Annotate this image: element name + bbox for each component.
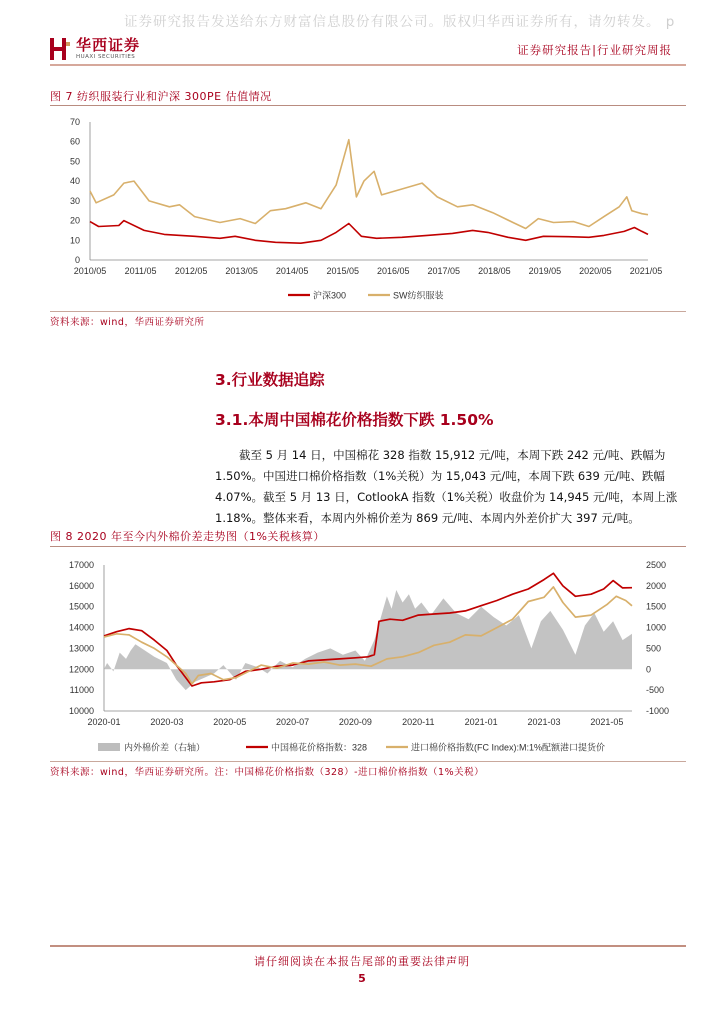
header-divider bbox=[50, 64, 686, 66]
left-tick-label: 10000 bbox=[68, 706, 94, 716]
figure8-chart bbox=[50, 546, 686, 761]
x-tick-label: 2017/05 bbox=[427, 266, 461, 276]
legend-label: 沪深300 bbox=[313, 290, 347, 301]
y-tick-label: 30 bbox=[69, 195, 80, 206]
x-tick-label: 2020-11 bbox=[402, 717, 435, 727]
x-tick-label: 2011/05 bbox=[124, 266, 157, 276]
right-tick-label: 500 bbox=[646, 643, 662, 654]
left-tick-label: 13000 bbox=[68, 643, 94, 654]
y-tick-label: 20 bbox=[69, 215, 80, 226]
x-tick-label: 2010/05 bbox=[73, 266, 107, 276]
figure8-bottom-rule bbox=[50, 761, 686, 762]
figure7-title: 图 7 纺织服装行业和沪深 300PE 估值情况 bbox=[50, 90, 272, 103]
x-tick-label: 2020-03 bbox=[150, 717, 184, 727]
y-tick-label: 70 bbox=[69, 117, 80, 127]
left-tick-label: 17000 bbox=[68, 560, 94, 570]
subsection-heading: 3.1.本周中国棉花价格指数下跌 1.50% bbox=[215, 411, 494, 429]
x-tick-label: 2020-01 bbox=[87, 717, 121, 727]
figure8-title: 图 8 2020 年至今内外棉价差走势图（1%关税核算） bbox=[50, 530, 325, 543]
paragraph-line: 1.50%。中国进口棉价格指数（1%关税）为 15,043 元/吨，本周下跌 639 元/吨、跌幅 bbox=[215, 469, 665, 483]
left-tick-label: 14000 bbox=[68, 622, 94, 633]
figure8-source: 资料来源：wind，华西证券研究所。注：中国棉花价格指数（328）-进口棉价格指数（1%关税） bbox=[50, 767, 485, 778]
x-tick-label: 2012/05 bbox=[174, 266, 208, 276]
paragraph-line: 截至 5 月 14 日，中国棉花 328 指数 15,912 元/吨，本周下跌 242 元/吨、跌幅为 bbox=[239, 448, 666, 462]
legend-swatch bbox=[98, 743, 120, 751]
x-tick-label: 2021/05 bbox=[629, 266, 663, 276]
section-paragraph bbox=[215, 445, 685, 529]
series-line-sw-textile bbox=[90, 140, 648, 229]
logo-chinese: 华西证券 bbox=[76, 36, 141, 54]
left-tick-label: 11000 bbox=[69, 685, 94, 696]
figure7-bottom-rule bbox=[50, 311, 686, 312]
left-tick-label: 15000 bbox=[68, 601, 94, 612]
right-tick-label: 0 bbox=[646, 664, 652, 675]
right-tick-label: 1000 bbox=[646, 622, 667, 633]
section-heading: 3.行业数据追踪 bbox=[215, 371, 325, 389]
right-tick-label: -500 bbox=[646, 685, 665, 696]
x-tick-label: 2019/05 bbox=[528, 266, 562, 276]
legend-label: 中国棉花价格指数：328 bbox=[271, 742, 368, 753]
right-tick-label: -1000 bbox=[646, 706, 670, 716]
right-tick-label: 2500 bbox=[646, 560, 667, 570]
x-tick-label: 2020/05 bbox=[579, 266, 612, 276]
x-tick-label: 2020-05 bbox=[213, 717, 247, 727]
page-number: 5 bbox=[358, 972, 366, 985]
legend-label: 进口棉价格指数(FC Index):M:1%配额港口提货价 bbox=[411, 742, 606, 753]
report-type-label: 证券研究报告|行业研究周报 bbox=[517, 43, 672, 57]
series-line-hs300 bbox=[90, 221, 648, 244]
legal-notice: 请仔细阅读在本报告尾部的重要法律声明 bbox=[254, 955, 470, 968]
x-tick-label: 2020-09 bbox=[338, 717, 372, 727]
figure7-source: 资料来源：wind，华西证券研究所 bbox=[50, 317, 205, 328]
x-tick-label: 2016/05 bbox=[376, 266, 410, 276]
paragraph-line: 1.18%。整体来看，本周内外棉价差为 869 元/吨、本周内外差价扩大 397 元/吨。 bbox=[215, 511, 640, 525]
company-logo bbox=[50, 36, 140, 62]
x-tick-label: 2021-01 bbox=[464, 717, 498, 727]
footer-divider bbox=[50, 945, 686, 947]
x-tick-label: 2018/05 bbox=[478, 266, 511, 276]
left-tick-label: 12000 bbox=[68, 664, 94, 675]
figure7-chart bbox=[50, 105, 686, 311]
y-tick-label: 10 bbox=[69, 235, 80, 246]
x-tick-label: 2021-05 bbox=[590, 717, 624, 727]
left-tick-label: 16000 bbox=[68, 580, 94, 591]
y-tick-label: 40 bbox=[69, 176, 80, 187]
y-tick-label: 60 bbox=[69, 136, 80, 147]
y-tick-label: 50 bbox=[69, 156, 80, 167]
paragraph-line: 4.07%。截至 5 月 13 日，CotlookA 指数（1%关税）收盘价为 14,945 元/吨，本周上涨 bbox=[215, 490, 678, 504]
logo-mark-icon bbox=[50, 36, 70, 62]
x-tick-label: 2015/05 bbox=[326, 266, 359, 276]
right-tick-label: 2000 bbox=[646, 580, 667, 591]
x-tick-label: 2013/05 bbox=[225, 266, 258, 276]
watermark-text: 证券研究报告发送给东方财富信息股份有限公司。版权归华西证券所有，请勿转发。 p bbox=[124, 14, 676, 30]
legend-label: 内外棉价差（右轴） bbox=[124, 742, 206, 753]
right-tick-label: 1500 bbox=[646, 601, 667, 612]
logo-english: HUAXI SECURITIES bbox=[76, 54, 136, 60]
x-tick-label: 2014/05 bbox=[275, 266, 309, 276]
x-tick-label: 2020-07 bbox=[276, 717, 310, 727]
x-tick-label: 2021-03 bbox=[527, 717, 561, 727]
legend-label: SW纺织服装 bbox=[393, 290, 444, 301]
y-tick-label: 0 bbox=[74, 255, 80, 265]
